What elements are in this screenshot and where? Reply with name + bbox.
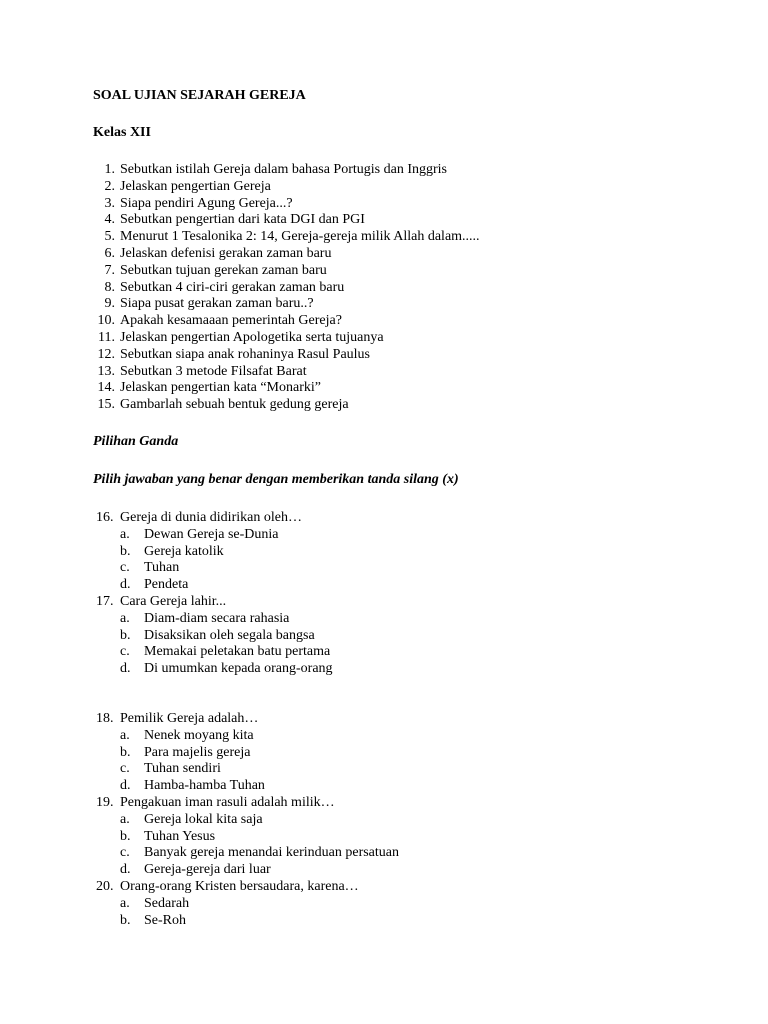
option-text: Hamba-hamba Tuhan xyxy=(144,778,265,794)
essay-question xyxy=(0,397,768,414)
option-letter: a. xyxy=(120,526,130,542)
section-instruction: Pilih jawaban yang benar dengan memberikan tanda silang (x) xyxy=(93,472,459,487)
essay-question xyxy=(0,296,768,313)
option-letter: b. xyxy=(120,912,131,928)
question-number: 9. xyxy=(104,296,115,312)
option-letter: b. xyxy=(120,744,131,760)
option-letter: c. xyxy=(120,761,130,777)
option-text: Banyak gereja menandai kerinduan persatuan xyxy=(144,845,400,861)
option-text: Pendeta xyxy=(144,577,189,593)
option-letter: b. xyxy=(120,828,131,844)
question-text: Jelaskan defenisi gerakan zaman baru xyxy=(120,245,332,261)
option-text: Gereja-gereja dari luar xyxy=(144,862,271,878)
essay-question xyxy=(0,263,768,280)
mc-option xyxy=(0,761,768,778)
mc-option xyxy=(0,778,768,795)
page-title: SOAL UJIAN SEJARAH GEREJA xyxy=(93,88,306,103)
essay-question xyxy=(0,162,768,179)
option-letter: c. xyxy=(120,560,130,576)
question-text: Gereja di dunia didirikan oleh… xyxy=(120,510,302,525)
mc-option xyxy=(0,661,768,678)
essay-question xyxy=(0,347,768,364)
option-letter: c. xyxy=(120,845,130,861)
question-number: 18. xyxy=(96,711,114,726)
mc-option xyxy=(0,611,768,628)
option-text: Tuhan Yesus xyxy=(144,828,216,844)
mc-question-group xyxy=(0,510,768,678)
option-text: Diam-diam secara rahasia xyxy=(144,610,290,626)
essay-question xyxy=(0,364,768,381)
mc-question xyxy=(0,711,768,728)
mc-option xyxy=(0,845,768,862)
question-number: 13. xyxy=(97,363,115,379)
option-text: Nenek moyang kita xyxy=(144,727,254,743)
option-letter: b. xyxy=(120,627,131,643)
option-text: Memakai peletakan batu pertama xyxy=(144,644,331,660)
question-text: Sebutkan istilah Gereja dalam bahasa Portugis dan Inggris xyxy=(120,162,447,177)
question-number: 10. xyxy=(97,313,115,329)
mc-option xyxy=(0,527,768,544)
question-text: Siapa pendiri Agung Gereja...? xyxy=(120,195,293,211)
question-number: 12. xyxy=(97,346,115,362)
option-text: Tuhan xyxy=(144,560,180,576)
option-letter: c. xyxy=(120,644,130,660)
question-text: Gambarlah sebuah bentuk gedung gereja xyxy=(120,397,349,413)
mc-option xyxy=(0,829,768,846)
question-text: Sebutkan pengertian dari kata DGI dan PGI xyxy=(120,212,365,228)
mc-option xyxy=(0,862,768,879)
option-text: Disaksikan oleh segala bangsa xyxy=(144,627,315,643)
question-number: 15. xyxy=(97,397,115,413)
question-text: Jelaskan pengertian Apologetika serta tujuanya xyxy=(120,329,384,345)
option-text: Gereja katolik xyxy=(144,543,224,559)
option-text: Gereja lokal kita saja xyxy=(144,811,263,827)
essay-question xyxy=(0,229,768,246)
question-text: Jelaskan pengertian kata “Monarki” xyxy=(120,380,321,396)
option-text: Para majelis gereja xyxy=(144,744,251,760)
question-text: Sebutkan tujuan gerekan zaman baru xyxy=(120,262,327,278)
question-number: 8. xyxy=(104,279,115,295)
essay-question xyxy=(0,212,768,229)
question-number: 19. xyxy=(96,794,114,810)
mc-question xyxy=(0,795,768,812)
question-text: Apakah kesamaaan pemerintah Gereja? xyxy=(120,313,342,329)
option-text: Di umumkan kepada orang-orang xyxy=(144,661,333,677)
mc-option xyxy=(0,644,768,661)
question-number: 6. xyxy=(104,245,115,261)
mc-option xyxy=(0,896,768,913)
question-number: 3. xyxy=(104,195,115,211)
question-number: 14. xyxy=(97,380,115,396)
essay-question xyxy=(0,330,768,347)
option-text: Sedarah xyxy=(144,895,190,911)
question-number: 20. xyxy=(96,878,114,894)
option-letter: a. xyxy=(120,895,130,911)
question-text: Cara Gereja lahir... xyxy=(120,593,227,609)
option-text: Dewan Gereja se-Dunia xyxy=(144,526,279,542)
mc-option xyxy=(0,628,768,645)
essay-question xyxy=(0,380,768,397)
mc-question xyxy=(0,879,768,896)
question-text: Menurut 1 Tesalonika 2: 14, Gereja-gereja milik Allah dalam..... xyxy=(120,229,480,245)
mc-option xyxy=(0,913,768,930)
question-text: Sebutkan 4 ciri-ciri gerakan zaman baru xyxy=(120,279,345,295)
option-letter: d. xyxy=(120,862,131,878)
question-text: Pengakuan iman rasuli adalah milik… xyxy=(120,794,335,810)
mc-question-group xyxy=(0,711,768,929)
mc-option xyxy=(0,728,768,745)
option-text: Se-Roh xyxy=(144,912,186,928)
option-letter: d. xyxy=(120,778,131,794)
question-number: 16. xyxy=(96,510,114,525)
class-label: Kelas XII xyxy=(93,125,151,140)
question-text: Pemilik Gereja adalah… xyxy=(120,711,259,726)
essay-question-list xyxy=(0,162,768,414)
question-number: 4. xyxy=(104,212,115,228)
mc-question xyxy=(0,510,768,527)
mc-option xyxy=(0,560,768,577)
mc-option xyxy=(0,745,768,762)
question-number: 17. xyxy=(96,593,114,609)
option-letter: b. xyxy=(120,543,131,559)
essay-question xyxy=(0,280,768,297)
question-number: 11. xyxy=(98,329,115,345)
question-text: Sebutkan 3 metode Filsafat Barat xyxy=(120,363,307,379)
option-letter: a. xyxy=(120,610,130,626)
question-text: Orang-orang Kristen bersaudara, karena… xyxy=(120,878,359,894)
question-text: Jelaskan pengertian Gereja xyxy=(120,178,271,194)
option-letter: d. xyxy=(120,661,131,677)
question-text: Siapa pusat gerakan zaman baru..? xyxy=(120,296,314,312)
question-number: 2. xyxy=(104,178,115,194)
question-number: 7. xyxy=(104,262,115,278)
option-letter: d. xyxy=(120,577,131,593)
essay-question xyxy=(0,246,768,263)
essay-question xyxy=(0,179,768,196)
mc-option xyxy=(0,577,768,594)
mc-option xyxy=(0,544,768,561)
essay-question xyxy=(0,313,768,330)
option-text: Tuhan sendiri xyxy=(144,761,221,777)
mc-option xyxy=(0,812,768,829)
mc-question xyxy=(0,594,768,611)
option-letter: a. xyxy=(120,727,130,743)
question-number: 5. xyxy=(104,229,115,245)
question-number: 1. xyxy=(104,162,115,177)
section-heading: Pilihan Ganda xyxy=(93,434,179,449)
essay-question xyxy=(0,196,768,213)
option-letter: a. xyxy=(120,811,130,827)
question-text: Sebutkan siapa anak rohaninya Rasul Paulus xyxy=(120,346,371,362)
